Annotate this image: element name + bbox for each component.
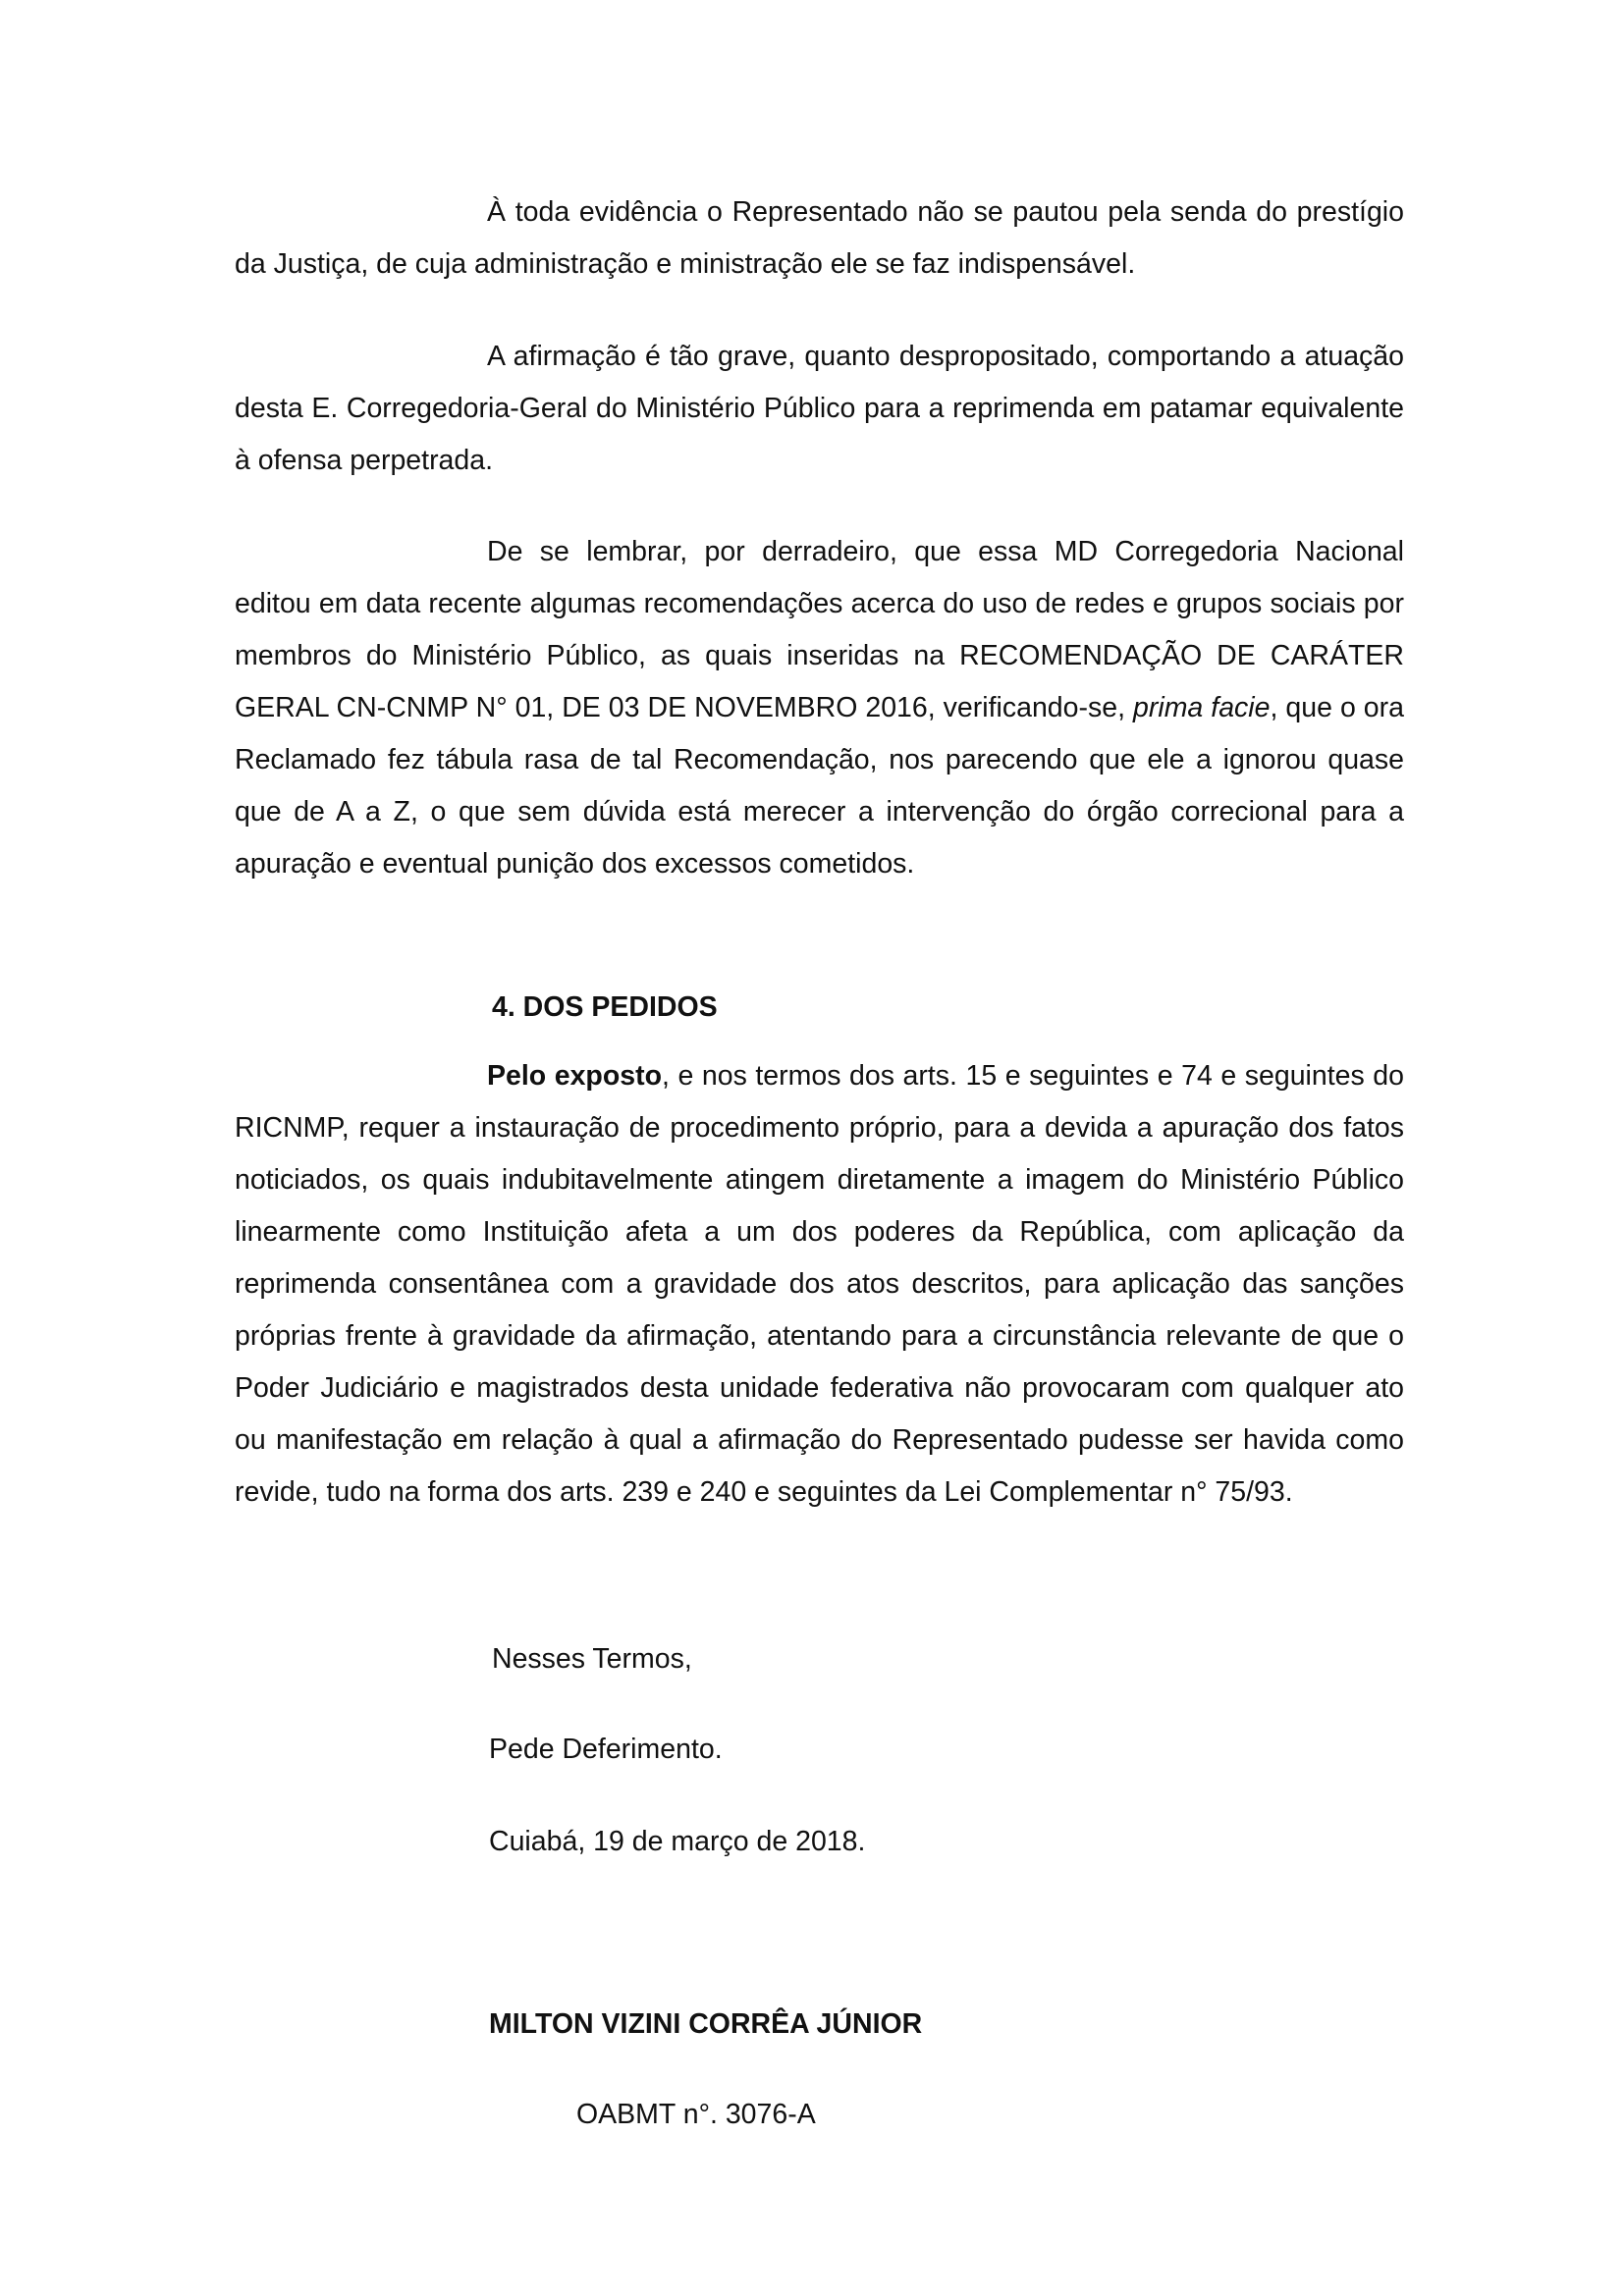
section-heading: 4. DOS PEDIDOS [492,991,718,1023]
closing-request: Pede Deferimento. [489,1734,723,1765]
paragraph-recommendation-text: De se lembrar, por derradeiro, que essa MD Corregedoria Nacional editou em data recente algumas recomendações acerca do uso de redes e grupos sociais por membros do Ministério Público, as quais inseridas na RECOMENDAÇÃO DE CARÁTER GERAL CN-CNMP N° 01, DE 03 DE NOVEMBRO 2016, verificando-se, [235,536,1404,723]
closing-terms: Nesses Termos, [492,1643,692,1675]
place-date: Cuiabá, 19 de março de 2018. [489,1826,866,1857]
paragraph-evidence: À toda evidência o Representado não se pautou pela senda do prestígio da Justiça, de cuja administração e ministração ele se faz indispensável. [235,196,1404,280]
requests-lead: Pelo exposto [487,1060,663,1092]
bar-registration: OABMT n°. 3076-A [576,2099,816,2130]
requests-text: , e nos termos dos arts. 15 e seguintes e 74 e seguintes do RICNMP, requer a instauração de procedimento próprio, para a devida a apuração dos fatos noticiados, os quais indubitavelmente atingem diretamente a imagem do Ministério Público linearmente como Instituição afeta a um dos poderes da República, com aplicação da reprimenda consentânea com a gravidade dos atos descritos, para aplicação das sanções próprias frente à gravidade da afirmação, atentando para a circunstância relevante de que o Poder Judiciário e magistrados desta unidade federativa não provocaram com qualquer ato ou manifestação em relação à qual a afirmação do Representado pudesse ser havida como revide, tudo na forma dos arts. 239 e 240 e seguintes da Lei Complementar n° 75/93. [235,1060,1405,1508]
paragraph-requests [235,1050,1404,1519]
paragraph-recommendation [235,526,1404,890]
paragraph-affirmation: A afirmação é tão grave, quanto despropositado, comportando a atuação desta E. Corregedoria-Geral do Ministério Público para a reprimenda em patamar equivalente à ofensa perpetrada. [235,341,1404,476]
paragraph-recommendation-text-end: , que o ora Reclamado fez tábula rasa de tal Recomendação, nos parecendo que ele a ignorou quase que de A a Z, o que sem dúvida está merecer a intervenção do órgão correcional para a apuração e eventual punição dos excessos cometidos. [235,692,1404,880]
latin-phrase: prima facie [1133,692,1271,723]
signatory-name: MILTON VIZINI CORRÊA JÚNIOR [489,2008,923,2040]
